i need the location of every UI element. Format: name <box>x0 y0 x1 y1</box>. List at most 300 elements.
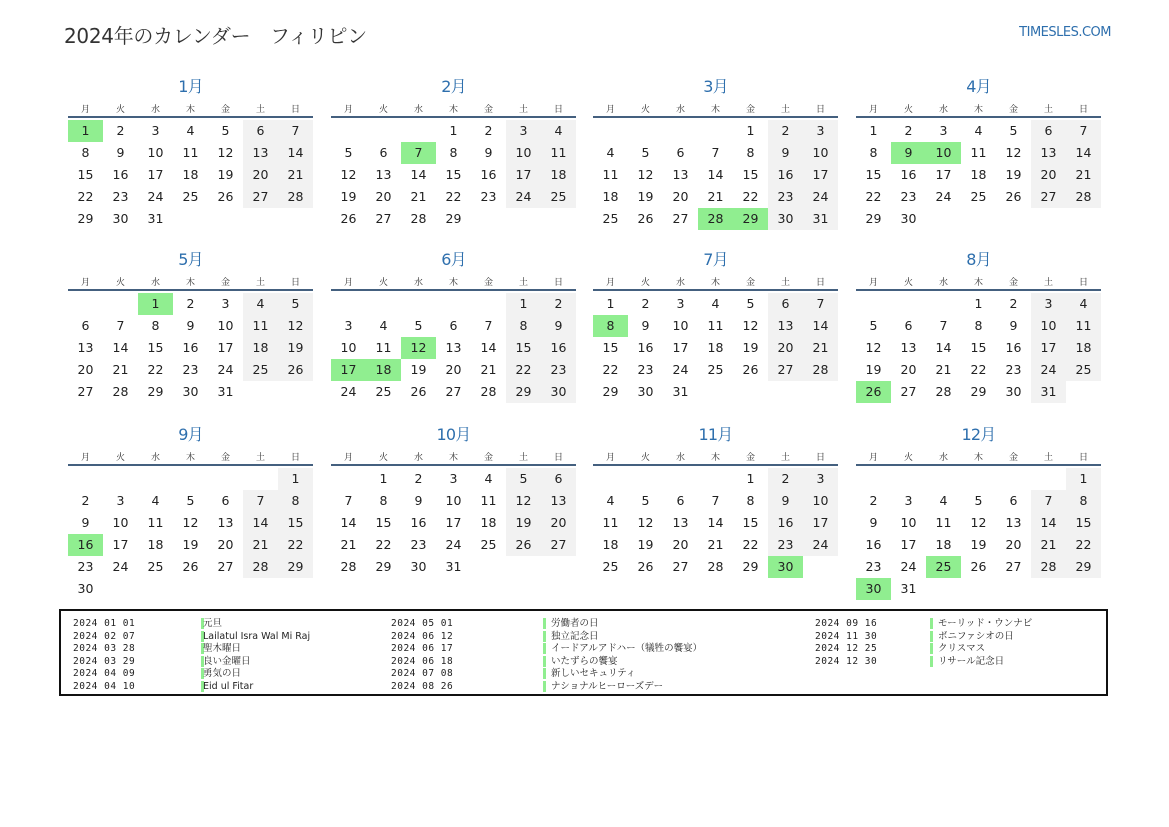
day-cell: 5 <box>186 493 195 508</box>
day-cell: 21 <box>935 362 952 377</box>
day-cell: 27 <box>672 211 689 226</box>
day-cell: 13 <box>243 142 278 164</box>
weekday-label: 日 <box>553 105 563 115</box>
holiday-name: 良い金曜日 <box>203 655 251 667</box>
day-grid <box>856 120 1101 252</box>
day-cell: 28 <box>410 211 427 226</box>
holiday-date: 2024 07 08 <box>391 668 454 680</box>
weekday-label: 金 <box>745 105 755 115</box>
weekday-label: 日 <box>290 453 300 463</box>
day-cell: 16 <box>900 167 917 182</box>
holiday-day-cell: 30 <box>768 556 803 578</box>
weekday-label: 水 <box>150 453 160 463</box>
day-cell: 10 <box>1031 315 1066 337</box>
day-cell: 23 <box>77 559 94 574</box>
day-cell: 2 <box>116 123 125 138</box>
day-cell: 7 <box>939 318 948 333</box>
day-cell: 18 <box>1066 337 1101 359</box>
day-cell: 25 <box>147 559 164 574</box>
holiday-date: 2024 05 01 <box>391 618 454 629</box>
day-cell: 22 <box>742 537 759 552</box>
day-cell: 20 <box>768 337 803 359</box>
day-cell: 21 <box>1066 164 1101 186</box>
day-cell: 26 <box>278 359 313 381</box>
day-cell: 11 <box>243 315 278 337</box>
weekday-label: 火 <box>903 105 913 115</box>
day-cell: 6 <box>904 318 913 333</box>
day-cell: 29 <box>506 381 541 403</box>
day-cell: 21 <box>278 164 313 186</box>
weekday-label: 月 <box>80 278 90 288</box>
day-cell: 24 <box>445 537 462 552</box>
weekday-label: 金 <box>1008 453 1018 463</box>
day-cell: 6 <box>243 120 278 142</box>
holiday-day-cell: 29 <box>733 208 768 230</box>
weekday-label: 火 <box>378 278 388 288</box>
weekday-label: 木 <box>710 105 720 115</box>
day-cell: 14 <box>410 167 427 182</box>
holiday-date: 2024 11 30 <box>815 630 878 642</box>
day-cell: 22 <box>77 189 94 204</box>
weekday-label: 土 <box>255 453 265 463</box>
day-cell: 9 <box>186 318 195 333</box>
day-cell: 18 <box>243 337 278 359</box>
day-cell: 30 <box>77 581 94 596</box>
day-cell: 23 <box>112 189 129 204</box>
day-cell: 26 <box>506 534 541 556</box>
holiday-marker <box>930 643 933 654</box>
weekday-label: 水 <box>413 105 423 115</box>
day-cell: 12 <box>217 145 234 160</box>
day-cell: 9 <box>1009 318 1018 333</box>
day-cell: 17 <box>935 167 952 182</box>
holiday-name: 労働者の日 <box>551 618 599 629</box>
day-cell: 2 <box>541 293 576 315</box>
day-cell: 28 <box>278 186 313 208</box>
day-cell: 16 <box>637 340 654 355</box>
day-cell: 30 <box>182 384 199 399</box>
day-cell: 24 <box>803 186 838 208</box>
holiday-name: 聖木曜日 <box>203 643 242 655</box>
day-cell: 29 <box>602 384 619 399</box>
weekday-label: 日 <box>1078 278 1088 288</box>
day-grid <box>593 120 838 252</box>
month-title: 11月 <box>698 425 733 444</box>
holiday-day-cell: 18 <box>366 359 401 381</box>
day-cell: 8 <box>81 145 90 160</box>
day-cell: 16 <box>410 515 427 530</box>
day-cell: 21 <box>112 362 129 377</box>
day-cell: 7 <box>1031 490 1066 512</box>
day-cell: 23 <box>410 537 427 552</box>
day-cell: 24 <box>935 189 952 204</box>
day-cell: 20 <box>77 362 94 377</box>
day-cell: 2 <box>869 493 878 508</box>
day-cell: 12 <box>637 167 654 182</box>
day-cell: 28 <box>707 559 724 574</box>
day-cell: 25 <box>182 189 199 204</box>
day-cell: 1 <box>746 123 755 138</box>
holiday-name: ナショナルヒーローズデー <box>551 681 664 692</box>
weekday-label: 月 <box>605 105 615 115</box>
weekday-label: 月 <box>343 278 353 288</box>
day-cell: 10 <box>217 318 234 333</box>
day-cell: 25 <box>1066 359 1101 381</box>
day-cell: 2 <box>768 468 803 490</box>
day-cell: 12 <box>1005 145 1022 160</box>
day-cell: 7 <box>278 120 313 142</box>
day-cell: 14 <box>278 142 313 164</box>
day-cell: 9 <box>768 142 803 164</box>
day-cell: 22 <box>375 537 392 552</box>
holiday-date: 2024 09 16 <box>815 618 878 629</box>
day-cell: 27 <box>375 211 392 226</box>
day-cell: 17 <box>445 515 462 530</box>
weekday-label: 月 <box>868 105 878 115</box>
holiday-entry <box>61 655 1101 668</box>
day-cell: 13 <box>77 340 94 355</box>
day-cell: 27 <box>900 384 917 399</box>
holiday-day-cell: 1 <box>68 120 103 142</box>
holiday-date: 2024 12 30 <box>815 655 878 667</box>
day-cell: 29 <box>147 384 164 399</box>
day-cell: 8 <box>379 493 388 508</box>
day-cell: 8 <box>1066 490 1101 512</box>
day-cell: 29 <box>865 211 882 226</box>
day-cell: 19 <box>217 167 234 182</box>
day-cell: 1 <box>379 471 388 486</box>
day-cell: 2 <box>641 296 650 311</box>
day-cell: 12 <box>637 515 654 530</box>
day-cell: 28 <box>243 556 278 578</box>
day-cell: 20 <box>1031 164 1066 186</box>
weekday-label: 日 <box>1078 105 1088 115</box>
day-cell: 3 <box>803 468 838 490</box>
day-cell: 30 <box>410 559 427 574</box>
day-cell: 28 <box>1031 556 1066 578</box>
day-cell: 19 <box>506 512 541 534</box>
weekday-label: 月 <box>343 453 353 463</box>
weekday-label: 金 <box>483 453 493 463</box>
day-cell: 18 <box>541 164 576 186</box>
day-cell: 21 <box>243 534 278 556</box>
day-cell: 6 <box>449 318 458 333</box>
day-cell: 15 <box>865 167 882 182</box>
weekday-label: 水 <box>938 278 948 288</box>
day-cell: 5 <box>506 468 541 490</box>
day-cell: 13 <box>541 490 576 512</box>
day-cell: 12 <box>182 515 199 530</box>
day-cell: 28 <box>480 384 497 399</box>
day-cell: 12 <box>742 318 759 333</box>
day-cell: 14 <box>1066 142 1101 164</box>
day-cell: 26 <box>340 211 357 226</box>
day-cell: 28 <box>340 559 357 574</box>
weekday-label: 水 <box>938 453 948 463</box>
day-cell: 29 <box>742 559 759 574</box>
day-cell: 6 <box>1031 120 1066 142</box>
holiday-date: 2024 04 10 <box>73 681 136 692</box>
day-cell: 22 <box>278 534 313 556</box>
day-cell: 18 <box>970 167 987 182</box>
day-cell: 4 <box>974 123 983 138</box>
holiday-marker <box>930 631 933 642</box>
day-cell: 10 <box>445 493 462 508</box>
day-cell: 29 <box>77 211 94 226</box>
weekday-label: 金 <box>745 453 755 463</box>
weekday-label: 水 <box>150 105 160 115</box>
day-cell: 13 <box>445 340 462 355</box>
day-cell: 16 <box>865 537 882 552</box>
day-cell: 22 <box>147 362 164 377</box>
day-cell: 4 <box>606 145 615 160</box>
day-cell: 4 <box>541 120 576 142</box>
day-cell: 25 <box>480 537 497 552</box>
weekday-header <box>331 450 576 466</box>
weekday-label: 土 <box>780 278 790 288</box>
weekday-label: 土 <box>518 278 528 288</box>
weekday-label: 火 <box>903 453 913 463</box>
day-cell: 23 <box>865 559 882 574</box>
holiday-name: いたずらの饗宴 <box>551 655 618 667</box>
weekday-label: 土 <box>1043 105 1053 115</box>
day-cell: 6 <box>379 145 388 160</box>
day-cell: 30 <box>541 381 576 403</box>
day-cell: 19 <box>865 362 882 377</box>
day-cell: 15 <box>278 512 313 534</box>
month-title: 1月 <box>178 77 203 96</box>
day-cell: 26 <box>742 362 759 377</box>
holiday-entry <box>61 667 1101 680</box>
day-cell: 4 <box>939 493 948 508</box>
day-cell: 9 <box>869 515 878 530</box>
weekday-label: 日 <box>553 453 563 463</box>
day-cell: 12 <box>506 490 541 512</box>
day-cell: 29 <box>375 559 392 574</box>
weekday-label: 金 <box>483 278 493 288</box>
day-cell: 26 <box>410 384 427 399</box>
day-cell: 26 <box>637 559 654 574</box>
day-cell: 9 <box>484 145 493 160</box>
month-title: 7月 <box>703 250 728 269</box>
day-cell: 5 <box>974 493 983 508</box>
weekday-label: 日 <box>1078 453 1088 463</box>
day-grid <box>68 468 313 600</box>
holiday-day-cell: 7 <box>401 142 436 164</box>
day-cell: 16 <box>768 164 803 186</box>
weekday-label: 木 <box>710 453 720 463</box>
day-cell: 3 <box>449 471 458 486</box>
day-cell: 1 <box>606 296 615 311</box>
holiday-name: Lailatul Isra Wal Mi Raj <box>203 630 311 642</box>
day-cell: 29 <box>1066 556 1101 578</box>
day-cell: 23 <box>182 362 199 377</box>
day-cell: 16 <box>541 337 576 359</box>
day-cell: 24 <box>900 559 917 574</box>
month-title: 12月 <box>961 425 996 444</box>
weekday-label: 金 <box>220 453 230 463</box>
day-cell: 1 <box>974 296 983 311</box>
holiday-date: 2024 03 29 <box>73 655 136 667</box>
weekday-header <box>856 102 1101 118</box>
day-cell: 22 <box>1066 534 1101 556</box>
holiday-name: リサール記念日 <box>938 655 1005 667</box>
day-cell: 15 <box>375 515 392 530</box>
weekday-label: 金 <box>1008 105 1018 115</box>
day-cell: 5 <box>344 145 353 160</box>
weekday-header <box>68 275 313 291</box>
weekday-label: 火 <box>640 105 650 115</box>
weekday-label: 水 <box>938 105 948 115</box>
weekday-label: 日 <box>815 278 825 288</box>
day-cell: 3 <box>939 123 948 138</box>
day-cell: 22 <box>742 189 759 204</box>
weekday-label: 土 <box>1043 278 1053 288</box>
day-cell: 23 <box>637 362 654 377</box>
day-cell: 5 <box>641 145 650 160</box>
day-cell: 14 <box>935 340 952 355</box>
weekday-header <box>331 102 576 118</box>
day-cell: 24 <box>1031 359 1066 381</box>
day-cell: 16 <box>182 340 199 355</box>
day-cell: 23 <box>541 359 576 381</box>
day-cell: 8 <box>746 145 755 160</box>
day-cell: 5 <box>221 123 230 138</box>
holiday-day-cell: 28 <box>698 208 733 230</box>
day-cell: 31 <box>803 208 838 230</box>
day-cell: 20 <box>541 512 576 534</box>
day-cell: 27 <box>672 559 689 574</box>
day-cell: 20 <box>672 537 689 552</box>
day-cell: 11 <box>541 142 576 164</box>
day-cell: 24 <box>672 362 689 377</box>
day-cell: 31 <box>672 384 689 399</box>
day-cell: 21 <box>707 189 724 204</box>
day-cell: 22 <box>865 189 882 204</box>
weekday-label: 日 <box>815 105 825 115</box>
day-cell: 27 <box>1031 186 1066 208</box>
day-cell: 18 <box>147 537 164 552</box>
day-cell: 20 <box>1005 537 1022 552</box>
weekday-label: 火 <box>378 453 388 463</box>
day-cell: 10 <box>506 142 541 164</box>
day-cell: 4 <box>186 123 195 138</box>
day-cell: 19 <box>278 337 313 359</box>
weekday-label: 土 <box>518 453 528 463</box>
day-cell: 15 <box>506 337 541 359</box>
day-cell: 4 <box>151 493 160 508</box>
day-cell: 18 <box>602 189 619 204</box>
day-cell: 17 <box>803 164 838 186</box>
day-cell: 30 <box>637 384 654 399</box>
day-cell: 18 <box>602 537 619 552</box>
day-cell: 10 <box>803 490 838 512</box>
holiday-legend <box>59 609 1108 696</box>
day-cell: 7 <box>803 293 838 315</box>
day-cell: 13 <box>672 515 689 530</box>
day-cell: 20 <box>672 189 689 204</box>
day-cell: 6 <box>676 145 685 160</box>
weekday-label: 火 <box>115 105 125 115</box>
weekday-label: 金 <box>1008 278 1018 288</box>
day-cell: 8 <box>151 318 160 333</box>
day-cell: 15 <box>77 167 94 182</box>
day-grid <box>68 293 313 425</box>
site-link[interactable]: TIMESLES.COM <box>1019 25 1111 40</box>
weekday-label: 月 <box>605 278 615 288</box>
day-cell: 23 <box>768 534 803 556</box>
weekday-label: 火 <box>378 105 388 115</box>
day-cell: 15 <box>742 515 759 530</box>
month-title: 3月 <box>703 77 728 96</box>
day-cell: 4 <box>484 471 493 486</box>
day-cell: 3 <box>803 120 838 142</box>
day-cell: 7 <box>711 145 720 160</box>
weekday-label: 土 <box>255 278 265 288</box>
weekday-label: 木 <box>185 453 195 463</box>
day-cell: 11 <box>707 318 724 333</box>
weekday-label: 木 <box>973 278 983 288</box>
day-cell: 6 <box>676 493 685 508</box>
weekday-label: 水 <box>675 105 685 115</box>
day-cell: 13 <box>768 315 803 337</box>
day-cell: 1 <box>506 293 541 315</box>
day-cell: 11 <box>147 515 164 530</box>
day-grid <box>593 468 838 600</box>
day-cell: 29 <box>278 556 313 578</box>
weekday-label: 土 <box>780 453 790 463</box>
weekday-label: 木 <box>448 105 458 115</box>
day-cell: 17 <box>112 537 129 552</box>
day-cell: 26 <box>182 559 199 574</box>
day-cell: 24 <box>506 186 541 208</box>
holiday-name: 新しいセキュリティ <box>551 668 636 680</box>
holiday-day-cell: 25 <box>926 556 961 578</box>
day-cell: 1 <box>449 123 458 138</box>
day-cell: 18 <box>707 340 724 355</box>
weekday-label: 土 <box>1043 453 1053 463</box>
day-cell: 30 <box>768 208 803 230</box>
holiday-name: 元旦 <box>203 618 223 629</box>
day-cell: 31 <box>1031 381 1066 403</box>
holiday-name: イードアルアドハー（犠牲の饗宴） <box>551 643 703 655</box>
day-cell: 13 <box>375 167 392 182</box>
month-title: 5月 <box>178 250 203 269</box>
day-cell: 7 <box>711 493 720 508</box>
day-cell: 3 <box>221 296 230 311</box>
day-cell: 8 <box>278 490 313 512</box>
day-cell: 10 <box>147 145 164 160</box>
holiday-name: 独立記念日 <box>551 630 599 642</box>
day-cell: 20 <box>217 537 234 552</box>
day-cell: 20 <box>445 362 462 377</box>
day-cell: 9 <box>541 315 576 337</box>
holiday-day-cell: 30 <box>856 578 891 600</box>
day-cell: 19 <box>182 537 199 552</box>
day-cell: 21 <box>707 537 724 552</box>
day-cell: 19 <box>410 362 427 377</box>
day-cell: 6 <box>768 293 803 315</box>
day-cell: 19 <box>637 189 654 204</box>
day-cell: 26 <box>217 189 234 204</box>
day-cell: 31 <box>445 559 462 574</box>
day-cell: 3 <box>904 493 913 508</box>
weekday-label: 木 <box>448 278 458 288</box>
day-cell: 14 <box>112 340 129 355</box>
weekday-label: 月 <box>80 105 90 115</box>
day-cell: 3 <box>506 120 541 142</box>
day-cell: 7 <box>484 318 493 333</box>
